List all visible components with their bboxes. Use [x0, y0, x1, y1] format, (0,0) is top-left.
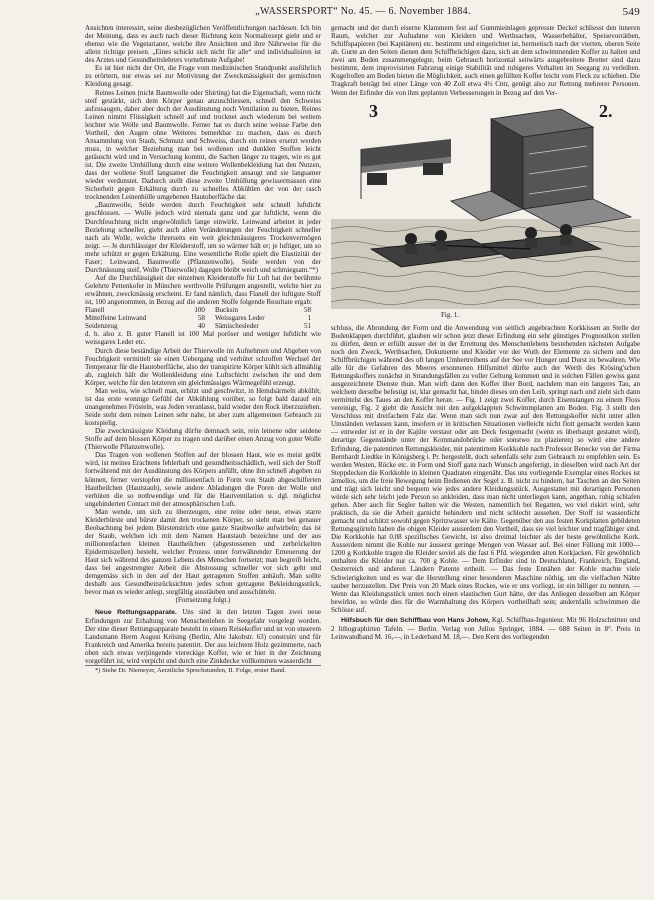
- paragraph: Das Tragen von wollenen Stoffen auf der blossen Haut, wie es meist geübt wird, ist meines Erachtens fehlerhaft und gesundheitsschädlich, weil sich der Stoff fortwährend mit der Ausdünstung des Körpers anfüllt, ohne ihn schnell abgeben zu können, ferner verstopfen die millionenfach in Form von Staub abgeschilferten Hautbeilchen (Hautstaub), sowie andere Abladungen die Poren der Wolle und verhüten die so nothwendige und für die Hautventilation u. dgl. möglichst ungehinderten Contact mit der atmosphärischen Luft.: [85, 451, 321, 508]
- table-row: [85, 306, 321, 314]
- rescue-trunk-illustration: [331, 99, 640, 321]
- closure-section-drawing: [361, 139, 451, 199]
- table-cell: 100: [194, 306, 205, 315]
- table-cell: 1: [307, 314, 311, 323]
- continuation-note: (Fortsetzung folgt.): [175, 596, 231, 605]
- permeability-table: [85, 306, 321, 330]
- paragraph: Reines Leinen (nicht Baumwolle oder Shirting) hat die Eigenschaft, wenn nicht steif gestärkt, sich dem Körper genau anzuschliessen, schnell den Schweiss aufzusaugen, daher aber doch der Ausdünstung noch Ventilation zu bieten. Reines Leinen nimmt Flüssigkeit schnell auf und trocknet auch wiederum bei weitem leichter wie Wolle und Baumwolle. Ferner hat es durch seine weisse Farbe den Vortheil, den Augen ohne Weiteres bemerkbar zu machen, dass es durch Ansammlung von Staub, Schmutz und Schweiss, durch ein reines ersetzt werden muss, in welcher Beziehung man bei wollenen und dunklen Stoffen leicht getäuscht wird und in Versuchung kommt, die Sachen länger zu tragen, wie es gut ist. Die zweite Umhüllung durch eine weitere Wollenbekleidung hat den Nutzen, dass der wollene Stoff langsamer die Feuchtigkeit ansaugt und sie langsamer wieder verdunstet. Dadurch stellt diese zweite Umhüllung gewissermassen eine Sicherheit gegen Erkältung durch zu schnelles Abkühlen der von der rasch trocknenden Leinenhülle umgebenen Hautoberfläche dar.: [85, 88, 321, 202]
- figure-label-3: 3: [369, 100, 378, 121]
- left-column: [85, 24, 321, 892]
- table-cell: 58: [197, 314, 205, 323]
- journal-title: „WASSERSPORT“ No. 45. — 6. November 1884.: [255, 6, 471, 17]
- section-text: Uns sind in den letzten Tagen zwei neue Erfindungen zur Erhaltung von Menschenleben in Seegefahr vorgelegt worden. Der eine dieser Rettungsapparate besteht in einem Reisekoffer und ist von unserem Landsmann Herrn August Krösing (Berlin, Alte Jakobstr. 63) construirt und für Frankreich und Amerika bereits patentirt. Der aus leichtem Holz gezimmerte, nach oben sich etwas verjüngende viereckige Koffer, wie er hier in der Zeichnung vorgeführt ist, wird verpicht und durch eine Zinkdecke vollkommen wasserdicht: [85, 607, 321, 665]
- paragraph: Es ist hier nicht der Ort, die Frage vom medizinischen Standpunkt ausführlich zu erörtern, nur etwas sei zur Motivirung der Zweckmässigkeit der gemischten Kleidung gesagt.: [85, 64, 321, 89]
- right-column: [331, 24, 640, 892]
- table-row: [85, 314, 321, 322]
- table-cell: 40: [197, 322, 205, 331]
- footnote: *) Siehe Dr. Niemeyer, Aerztliche Sprechstunden, II. Folge, erster Band.: [85, 665, 321, 675]
- trunk-drawing: [451, 100, 631, 229]
- table-note: d. h. also z. B. guter Flanell ist 100 Mal poröser und weniger luftdicht wie weissgares Leder etc.: [85, 330, 321, 347]
- table-row: [85, 322, 321, 330]
- book-review-text: Kgl. Schiffbau-Ingenieur. Mit 96 Holzschnitten und 2 lithographirten Tafeln. — Berlin. Verlag von Julius Springer, 1884. — 688 Seiten in 8°. Preis in Leinwandband M. 16,—, in Lederband M. 18,—. Den Kern des vorliegenden: [331, 615, 640, 641]
- table-cell: 51: [303, 322, 311, 331]
- paragraph: Auf die Durchlässigkeit der einzelnen Kleiderstoffe für Luft hat der berühmte Gelehrte Pettenkofer in München werthvolle Prüfungen angestellt, welche hier zu erwähnen, zweckmässig erscheint. Er fand nämlich, dass Flanell der luftigste Stoff ist, 100 angenommen, in Bezug auf die anderen Stoffe folgende Resultate ergab:: [85, 273, 321, 307]
- page-header: [86, 4, 640, 20]
- paragraph: Durch diese beständige Arbeit der Thierwolle im Aufnehmen und Abgeben von Feuchtigkeit vermittelt sie einen Uebergang und verhütet schroffen Wechsel der Temperatur für die Hautoberfläche, also der transpirirte Körper kühlt sich allmählig ab, zugleich hält die Wollenkleidung eine Luftschicht zwischen ihr und dem Körper, welche für den letzteren ein gleichmässiges Wärmegefühl erzeugt.: [85, 346, 321, 387]
- page-number: 549: [622, 6, 640, 18]
- paragraph: Die zweckmässigste Kleidung dürfte demnach sein, rein leinene oder seidene Stoffe auf dem blossen Körper zu tragen und darüber einen Anzug von guter Wolle (Thierwolle Pflanzenwolle).: [85, 427, 321, 452]
- section-title: Neue Rettungsapparate.: [95, 608, 177, 616]
- table-cell: Bucksin: [214, 306, 239, 315]
- paragraph: Ansichten interessirt, seine diesbezüglichen Veröffentlichungen nachlesen. Ich bin der Meinung, dass es auch nach dieser Richtung kein Normalrezept giebt und er ebenso wie die Vegetarianer, welche ihre Ansichten und ihre Nährweise für die allein richtige preisen. „Eines schickt sich nicht für alle“ und individualisiren ist des Arztes und Gesundheitslehrers vornehmste Aufgabe!: [85, 24, 321, 65]
- sea-area: [331, 219, 640, 309]
- engraving-image: [331, 99, 640, 321]
- paragraph: gemacht und der durch eiserne Klammern fest auf Gummieinlagen gepresste Deckel schliesst den inneren Raum, welcher zur Aufnahme von Kleidern und Werthsachen, Wasserbehälter, Speisevorräthen, Schiffspapieren (bei Kapitänen) etc. bestimmt und eingerichtet ist, hermetisch nach der vierten, oberen Seite ab. Gurte an den Seiten dienen dem Schiffbrüchigen dazu, sich an dem schwimmenden Koffer zu halten und zwei am Boden zusammengelegte, beim Gebrauch horizontal seitwärts ausgebreitete Bretter sind dazu bestimmt, dem improvisirten Fahrzeug einige Stabilität und ruhigeres Verhalten im Seegang zu verleihen. Kugelrollen am Boden bieten die Möglichkeit, auch einen gefüllten Koffer leicht vom Fleck zu schieben. Die Tragkraft beträgt bei einer Länge von 40 Zoll etwa 4½ Cntr, genügt also zur Rettung mehrerer Personen. Wenn der Erfinder die von ihm geplanten Verbesserungen in Bezug auf den Ver-: [331, 24, 640, 97]
- paragraph: Man weiss, wie schnell man, erhitzt und geschwitzt, in Hemdsärmeln abkühlt; ist das erste wonnige Gefühl der Abkühlung vorüber, so folgt bald darauf ein unangenehmes Frösteln, was Jeden veranlasst, bald wieder den Rock überzuziehen. Seide steht dem reinen Leinen sehr nahe, ist aber zum allgemeinen Gebrauch zu kostspielig.: [85, 386, 321, 428]
- table-cell: Weissgares Leder: [214, 314, 265, 323]
- book-review-title: Hilfsbuch für den Schiffbau von Hans Johow,: [341, 616, 490, 624]
- paragraph: Man wende, um sich zu überzeugen, eine reine oder neue, etwas starre Kleiderbürste und bürste damit den trockenen Körper, so sieht man bei genauer Beobachtung bei jedem Bürstenstrich eine ganze Staubwolke aufwirbeln; das ist der Staub, welchen ich mit dem Namen Hautstaub bezeichne und der aus millionenfachen kleinen Hautheilchen (abgestossenen und zerbröckelten Epidermiszellen) besteht, welcher Prozess unter fortwährender Erneuerung der Haut sich während des ganzen Lebens des Menschen fortsetzt; man begreift leicht, dass bei angestrengter Arbeit die Abstossung schneller vor sich geht und demgemäss sich in den auf der Haut getragenen Stoffen anhäuft. Man sollte deshalb aus Gesundheitsrücksichten jedes schon getragene Bekleidungsstück, bevor man es wieder anlegt, sorgfältig ausstäuben und ausschütteln.: [85, 507, 321, 597]
- table-cell: Seidenzeug: [85, 322, 118, 331]
- table-cell: 58: [303, 306, 311, 315]
- paragraph: schluss, die Abrundung der Form und die Anwendung von seitlich angebrachten Korkkissen an Stelle der Bodenklappen durchführt, glauben wir schon jetzt dieser Erfindung ein sehr günstiges Prognostikon stellen zu dürfen, denn er erfüllt ausser der in der Errettung des Menschenlebens bestehenden nächsten Aufgabe noch den Zweck, Werthsachen, Dokumente und Kleider vor der Wuth der Elemente zu sichern und den Schiffbrüchigen während des oft langen Umhertreibens auf der See vor Hunger und Durst zu bewahren. Wie alle für die Gefahren des Meeres ersonnenen Hilfsmittel dürfte auch der Werth des Krösing'schen Rettungskoffers zunächst in Strandungsfällen zu voller Geltung kommen und in solchen Fällen gewiss ganz ausgezeichnete Dienste thun. Man wirft dann den Koffer über Bord, nachdem man ein langeres Tau, an welchem derselbe befestigt ist, klar gemacht hat, bindet dieses um den Leib, springt nach und zieht sich dann vermittelst des Taues an den Koffer heran. — Fig. 1 zeigt zwei Koffer, durch Eisenstangen zu einem Floss vereinigt, Fig. 2 giebt die Ansicht mit den aufgeklappten Schwimmplatten am Boden. Fig. 3 stellt den Verschluss mit dreifachem Falz dar. Wenn man sich nun zwar auf den Rettungskoffer nicht unter allen Umständen verlassen kann, insofern er in kritischen Situationen vielleicht nicht flott gemacht werden kann — entweder ist er in der Kajüte verstaut oder am Deck festgemacht (wenn es überhaupt gestattet wird), derartige Gegenstände unter der Kommandobrücke oder sonstwo zu plazieren) so wird eine andere Erfindung, die patentirten Rettungskleider, mit patentirtem Korkkohle nach Professor Benecke von der Firma Bernhardt Liedtke in Königsberg i. Pr. hergestellt, doch sehenfalls sehr zum Gebrauch zu empfehlen sein. Es werden Westen, Röcke etc. in Form und Stoff ganz nach Wunsch angefertigt, in dieselben wird nach Art der Steppdecken die Korkkohle in kleinen Quadraten eingenäht. Das uns vorliegende Exemplar eines Rockes ist ärmellos, um die freie Bewegung beim Bedienen der Segel z. B. nicht zu hindern, hat Taschen an den Seiten und trägt sich leicht und bequem wie jedes andere Kleidungsstück. Ausgestattet mit derartigen Personen würde sich sehr leicht jede Person so ankleiden, dass man nicht unterliegen kann, angethan, ruhig schlafen gehen. Aber auch für Segler halten wir die Westen, namentlich bei Regatten, wo viel riskirt wird, sehr praktisch, da sie die Arbeit garnicht behindern und nicht schlecht aussehen. Der Stoff ist wasserdicht gemacht und schützt sowohl gegen Spritzwasser wie Kälte. Gegenüber den aus festen Korkplatten gebildeten Rettungsgürteln haben die obigen Kleider ausserdem den Vortheil, dass sie viel leichter und tragfähiger sind. Die Korkkohle hat 0,08 spezifisches Gewicht, ist also dreimal leichter als der beste gewöhnliche Kork. Ausserdem nimmt die Kohle nur äusserst geringe Mengen von Wasser auf. Bei einer Füllung mit 1000—1200 g Korkkohle tragen die Kleider soviel als die fast 6 Pfd. wiegenden alten Korkjacken. Für gewöhnlich enthalten die Kleider nur ca. 700 g Kohle. — Dem Erfinder sind in Deutschland, Frankreich, England, Oesterreich und anderen Ländern Patente ertheilt. — Das feste Ennähen der Kohle machte viele Schwierigkeiten und es war die Herstellung einer besonderen Maschine nöthig, um die vielfachen Nähte sauber herzustellen. Der Preis von 20 Mark eines Rockes, wie er uns vorliegt, ist ein billiger zu nennen. — Wenn das Kleidungsstück unten noch einen elastischen Gurt hätte, der das Anliegen desselben am Körper bewirkte, so würde dies für die Warmhaltung des Körpers vortheilhaft sein; andernfalls schwimmen die Schösse auf.: [331, 323, 640, 614]
- table-cell: Sämischesleder: [214, 322, 259, 331]
- paragraph: „Baumwolle, Seide werden durch Feuchtigkeit sehr schnell luftdicht geschlossen. — Wolle jedoch wird niemals ganz und gar luftdicht, wenn die Durchfeuchtung nicht ungewöhnlich lange einwirkt. Leinwand arbeitet in jeder Beziehung schneller, giebt auch allen Veränderungen der Feuchtigkeit schneller nach als Wolle, welche ihrerseits ein weit gleichmässigeres Trockenvermögen zeigt. — Je durchlässiger der Kleiderstoff, um so wärmer hält er; je luftiger, um so mehr schützt er gegen Erkältung. Eine wesentliche Rolle spielt die Elastizität der Faser; Leinwand, Baumwolle (Pflanzenwolle), Seide werden von der Durchnässung steif, Wolle (Thierwolle) dagegen bleibt weich und schmiegsam.“*): [85, 201, 321, 274]
- table-cell: Mittelfeine Leinwand: [85, 314, 147, 323]
- table-cell: Flanell: [85, 306, 105, 315]
- figure-label-2: 2.: [599, 100, 613, 121]
- figure-caption: Fig. 1.: [441, 310, 460, 319]
